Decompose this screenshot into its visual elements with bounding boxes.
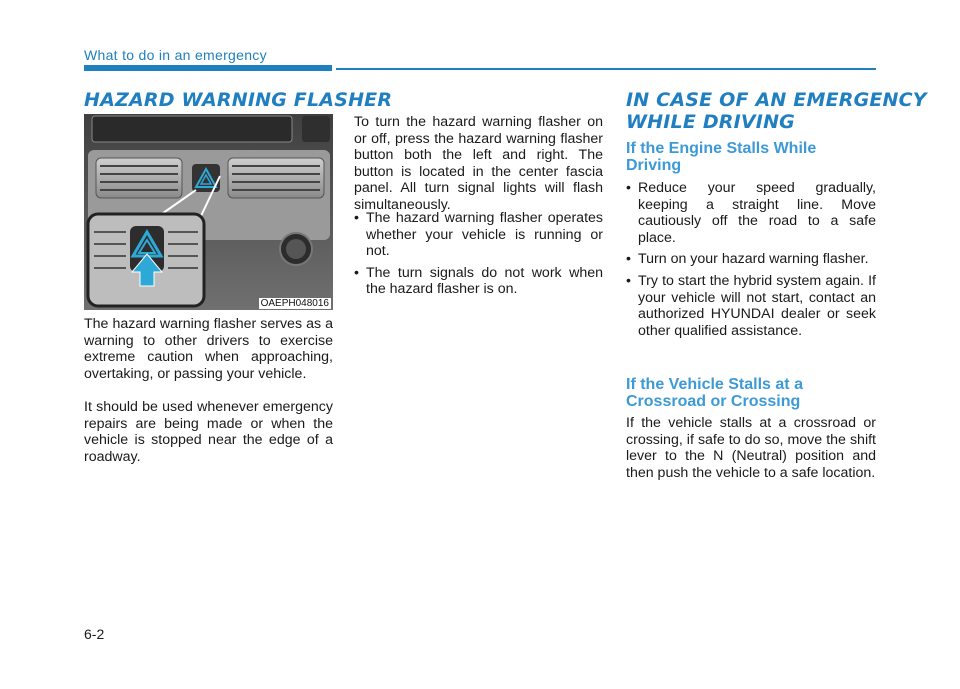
header-rule-thick [84,65,332,71]
hazard-paragraph-2: It should be used whenever emergency repairs are being made or when the vehicle is stopped near the edge of a roadway. [84,399,333,465]
vehicle-stalls-heading-line1: If the Vehicle Stalls at a [626,376,803,393]
dashboard-illustration [84,114,333,310]
list-item: • Try to start the hybrid system again. If your vehicle will not start, contact an authorized HYUNDAI dealer or seek other qualified assistance. [626,273,876,339]
hazard-paragraph-3: To turn the hazard warning flasher on or off, press the hazard warning flasher button both the left and right. The button is located in the center fascia panel. All turn signal lights will flash simultaneously. [354,114,603,213]
page-number: 6-2 [84,626,105,642]
engine-stalls-heading-line2: Driving [626,157,682,174]
header-rule-thin [336,68,876,70]
hazard-button-figure [84,114,333,310]
list-item: • Turn on your hazard warning flasher. [626,251,876,268]
list-item: • Reduce your speed gradually, keeping a straight line. Move cautiously off the road to a safe place. [626,180,876,246]
hazard-heading: HAZARD WARNING FLASHER [84,89,393,111]
list-item: • The turn signals do not work when the hazard flasher is on. [354,265,603,298]
engine-stalls-bullet-list [626,180,876,344]
engine-stalls-heading-line1: If the Engine Stalls While [626,140,817,157]
emergency-heading-line2: WHILE DRIVING [626,111,795,133]
vehicle-stalls-heading-line2: Crossroad or Crossing [626,393,801,410]
hazard-paragraph-1: The hazard warning flasher serves as a warning to other drivers to exercise extreme caution when approaching, overtaking, or passing your vehicle. [84,316,333,382]
list-item: • The hazard warning flasher operates whether your vehicle is running or not. [354,210,603,260]
emergency-heading-line1: IN CASE OF AN EMERGENCY [626,89,927,111]
vehicle-stalls-paragraph: If the vehicle stalls at a crossroad or crossing, if safe to do so, move the shift lever to the N (Neutral) position and then push the vehicle to a safe location. [626,415,876,481]
hazard-bullet-list [354,210,603,303]
figure-code: OAEPH048016 [260,298,329,309]
section-title: What to do in an emergency [84,47,267,63]
